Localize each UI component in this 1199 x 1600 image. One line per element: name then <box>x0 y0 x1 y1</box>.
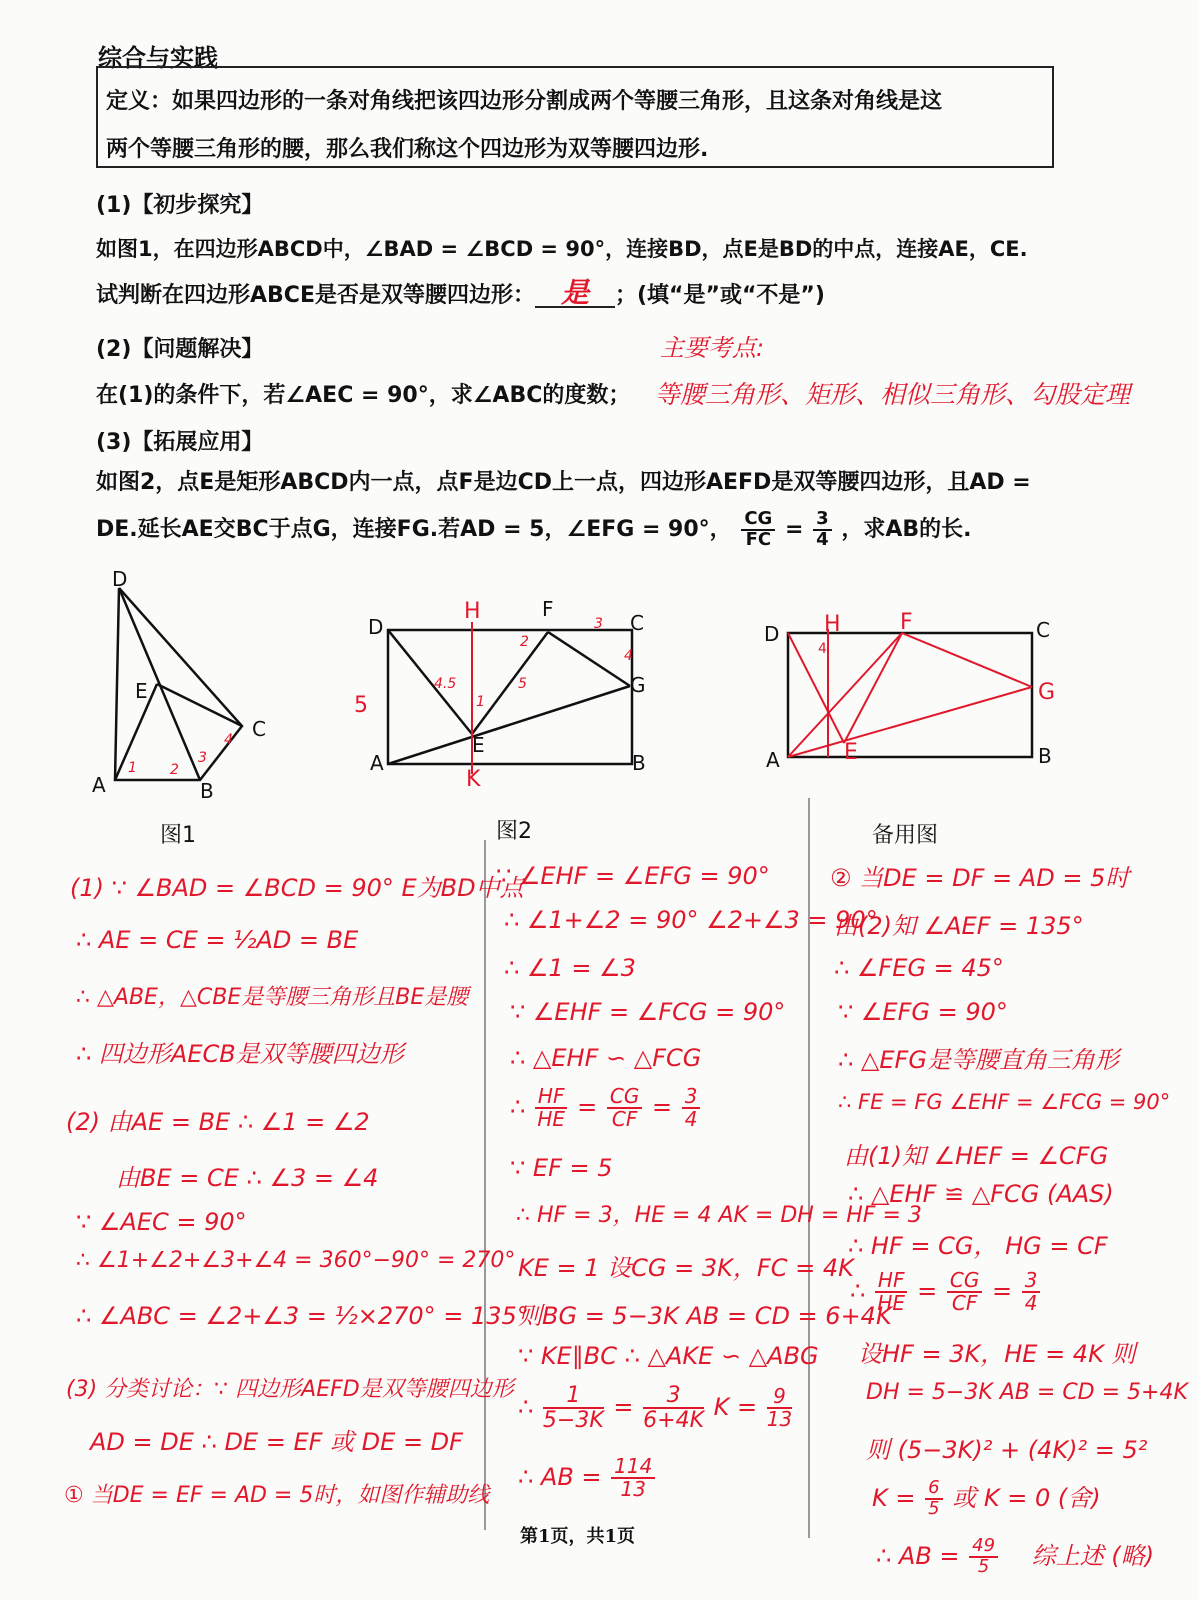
figure-2 <box>350 594 670 790</box>
column-divider-left <box>484 840 486 1530</box>
fig2-label-d: D <box>368 615 384 639</box>
col2-line-9: KE = 1 设CG = 3K，FC = 4K <box>518 1254 854 1282</box>
fig2-label-g: G <box>630 673 646 697</box>
figure-spare <box>760 605 1070 775</box>
col2-frac-1: $\frac{1}{5-3K}$ <box>542 1383 604 1434</box>
col3-frac-k: $\frac{6}{5}$ <box>925 1479 942 1519</box>
col2-line-12: ∴ $\frac{1}{5-3K}$ = $\frac{3}{6+4K}$ K = $\frac{9}{13}$ <box>518 1383 793 1434</box>
col1-line-9: ∴ ∠ABC = ∠2+∠3 = ½×270° = 135° <box>76 1302 529 1330</box>
col3-line-6: ∴ FE = FG ∠EHF = ∠FCG = 90° <box>838 1090 1171 1114</box>
col2-line-4: ∵ ∠EHF = ∠FCG = 90° <box>510 998 786 1026</box>
ratio-cg-fc: $\frac{CG}{FC}$ <box>741 510 775 550</box>
part3-line2-end: ，求AB的长. <box>841 516 972 542</box>
col2-frac-k: $\frac{9}{13}$ <box>766 1384 793 1432</box>
col2-line-11: ∵ KE∥BC ∴ △AKE ∽ △ABG <box>518 1342 819 1370</box>
col3-line-3: ∴ ∠FEG = 45° <box>834 954 1004 982</box>
fig3-label-f: F <box>900 610 913 635</box>
fig2-length-fc: 3 <box>594 616 603 632</box>
col2-line-13: ∴ AB = $\frac{114}{13}$ <box>518 1456 657 1500</box>
fig3-label-d: D <box>764 622 780 646</box>
col1-line-10: (3) 分类讨论：∵ 四边形AEFD是双等腰四边形 <box>66 1377 514 1402</box>
fig2-segment-ef <box>472 632 548 734</box>
fig1-segment-ce <box>157 684 242 726</box>
col1-line-12: ① 当DE = EF = AD = 5时，如图作辅助线 <box>64 1483 490 1508</box>
col1-line-3: ∴ △ABE，△CBE是等腰三角形且BE是腰 <box>76 985 469 1010</box>
col2-frac-3-4: $\frac{3}{4}$ <box>682 1086 701 1130</box>
col3-line-15: ∴ AB = $\frac{49}{5}$ 综上述 (略) <box>876 1535 1155 1577</box>
fig3-segment-ag <box>788 687 1032 757</box>
col1-line-6: 由BE = CE ∴ ∠3 = ∠4 <box>116 1164 379 1192</box>
part1-answer: 是 <box>535 280 615 308</box>
fig1-angle-1: 1 <box>128 760 137 776</box>
fig2-label-e: E <box>472 733 485 757</box>
key-points-label: 主要考点: <box>660 334 765 362</box>
fig2-length-cg: 4 <box>624 648 633 664</box>
fig2-segment-de <box>388 630 472 734</box>
part3-line2: DE.延长AE交BC于点G，连接FG.若AD = 5，∠EFG = 90°， $\frac{CG}{FC}$ = $\frac{3}{4}$ ，求AB的长. <box>96 508 972 550</box>
fig3-label-h: H <box>824 612 841 637</box>
fig3-label-b: B <box>1038 744 1052 768</box>
fig2-angle-1: 1 <box>476 694 485 710</box>
col1-line-5: (2) 由AE = BE ∴ ∠1 = ∠2 <box>66 1108 370 1136</box>
part2-heading: (2)【问题解决】 <box>96 337 264 362</box>
col2-line-1: ∵ ∠EHF = ∠EFG = 90° <box>496 862 770 890</box>
part3-line1: 如图2，点E是矩形ABCD内一点，点F是边CD上一点，四边形AEFD是双等腰四边形，且AD = <box>96 470 1031 495</box>
col3-frac-cg-cf: $\frac{CG}{CF}$ <box>947 1270 982 1314</box>
fig1-label-b: B <box>200 779 214 803</box>
fig1-label-c: C <box>252 717 266 741</box>
fig2-angle-2: 2 <box>520 634 529 650</box>
definition-line-2: 两个等腰三角形的腰，那么我们称这个四边形为双等腰四边形. <box>106 137 709 162</box>
part1-line2 <box>96 278 825 309</box>
part1-question: 试判断在四边形ABCE是否是双等腰四边形： <box>96 283 535 308</box>
figure-1 <box>80 568 290 808</box>
col2-line-8: ∴ HF = 3，HE = 4 AK = DH = HF = 3 <box>516 1203 922 1228</box>
fig1-label-e: E <box>135 679 148 703</box>
col3-line-1: ② 当DE = DF = AD = 5时 <box>830 864 1130 892</box>
col3-line-11: 设HF = 3K，HE = 4K 则 <box>858 1340 1136 1368</box>
col2-line-2: ∴ ∠1+∠2 = 90° ∠2+∠3 = 90° <box>504 906 878 934</box>
col3-frac-hf-he: $\frac{HF}{HE}$ <box>875 1270 908 1314</box>
col2-line-5: ∴ △EHF ∽ △FCG <box>510 1044 702 1072</box>
fig3-segment-af <box>788 633 902 757</box>
col2-frac-ab: $\frac{114}{13}$ <box>611 1456 655 1500</box>
col3-line-5: ∴ △EFG是等腰直角三角形 <box>838 1046 1119 1074</box>
fig2-length-de: 4.5 <box>434 676 457 692</box>
fig2-label-f: F <box>542 597 554 621</box>
key-points-list: 等腰三角形、矩形、相似三角形、勾股定理 <box>655 380 1131 409</box>
col3-line-13: 则 (5−3K)² + (4K)² = 5² <box>866 1436 1148 1464</box>
part3-line2-text: DE.延长AE交BC于点G，连接FG.若AD = 5，∠EFG = 90°， <box>96 516 732 542</box>
part2-line1: 在(1)的条件下，若∠AEC = 90°，求∠ABC的度数； <box>96 383 631 408</box>
part1-fill-hint: ；(填“是”或“不是”) <box>614 283 825 308</box>
col2-line-10: 则BG = 5−3K AB = CD = 6+4K <box>518 1302 892 1330</box>
col1-line-4: ∴ 四边形AECB是双等腰四边形 <box>76 1040 404 1068</box>
definition-line-1: 定义：如果四边形的一条对角线把该四边形分割成两个等腰三角形，且这条对角线是这 <box>106 89 943 114</box>
fig1-angle-4: 4 <box>224 732 233 748</box>
col1-line-1: (1) ∵ ∠BAD = ∠BCD = 90° E为BD中点 <box>70 874 524 902</box>
col3-line-14: K = $\frac{6}{5}$ 或 K = 0 (舍) <box>872 1477 1101 1519</box>
fig2-length-ef: 5 <box>518 676 527 692</box>
fig2-label-a: A <box>370 751 384 775</box>
part1-line1: 如图1，在四边形ABCD中，∠BAD = ∠BCD = 90°，连接BD，点E是BD的中点，连接AE，CE. <box>96 237 1028 261</box>
col2-line-7: ∵ EF = 5 <box>510 1154 613 1182</box>
fig1-label-d: D <box>112 568 128 591</box>
col1-line-11: AD = DE ∴ DE = EF 或 DE = DF <box>90 1428 463 1456</box>
fig1-label-a: A <box>92 773 106 797</box>
fig3-label-g: G <box>1038 680 1056 705</box>
fig2-label-c: C <box>630 611 644 635</box>
col2-frac-cg-cf: $\frac{CG}{CF}$ <box>607 1086 642 1130</box>
fig1-caption: 图1 <box>160 823 196 848</box>
part1-heading: (1)【初步探究】 <box>96 193 264 218</box>
fig2-label-k: K <box>466 767 481 790</box>
fig1-angle-2: 2 <box>170 762 179 778</box>
fig3-label-c: C <box>1036 618 1050 642</box>
part3-heading: (3)【拓展应用】 <box>96 430 264 455</box>
col2-frac-2: $\frac{3}{6+4K}$ <box>643 1383 705 1434</box>
col2-line-6: ∴ $\frac{HF}{HE}$ = $\frac{CG}{CF}$ = $\frac{3}{4}$ <box>510 1086 702 1130</box>
fig3-caption: 备用图 <box>872 823 939 848</box>
col3-line-12: DH = 5−3K AB = CD = 5+4K <box>866 1380 1188 1405</box>
col3-line-7: 由(1)知 ∠HEF = ∠CFG <box>844 1142 1109 1170</box>
fig3-length-4: 4 <box>818 641 827 657</box>
fig2-segment-ag <box>388 686 630 764</box>
ratio-3-4: $\frac{3}{4}$ <box>813 510 832 550</box>
fig1-angle-3: 3 <box>198 750 207 766</box>
fig2-label-h: H <box>464 599 481 624</box>
fig2-caption: 图2 <box>496 819 532 844</box>
page-footer: 第1页，共1页 <box>520 1526 636 1547</box>
col3-line-2: 由(2)知 ∠AEF = 135° <box>834 912 1084 940</box>
col1-line-2: ∴ AE = CE = ½AD = BE <box>76 926 359 954</box>
col2-frac-hf-he: $\frac{HF}{HE}$ <box>535 1086 568 1130</box>
col2-line-3: ∴ ∠1 = ∠3 <box>504 954 636 982</box>
col1-line-8: ∴ ∠1+∠2+∠3+∠4 = 360°−90° = 270° <box>76 1248 516 1273</box>
fig3-segment-fg <box>902 633 1032 687</box>
col3-frac-ab: $\frac{49}{5}$ <box>969 1537 998 1577</box>
col1-line-7: ∵ ∠AEC = 90° <box>76 1208 247 1236</box>
definition-box <box>96 66 1054 168</box>
page-title: 综合与实践 <box>98 44 218 72</box>
fig2-label-b: B <box>632 751 646 775</box>
fig2-side-length: 5 <box>354 693 368 718</box>
col3-line-10: ∴ $\frac{HF}{HE}$ = $\frac{CG}{CF}$ = $\frac{3}{4}$ <box>850 1270 1042 1314</box>
fig3-label-a: A <box>766 748 780 772</box>
fig2-segment-fg <box>548 632 630 686</box>
col3-line-4: ∵ ∠EFG = 90° <box>838 998 1008 1026</box>
fig3-label-e: E <box>844 740 858 765</box>
col3-line-9: ∴ HF = CG， HG = CF <box>848 1232 1108 1260</box>
col3-frac-3-4: $\frac{3}{4}$ <box>1022 1270 1041 1314</box>
col3-line-8: ∴ △EHF ≌ △FCG (AAS) <box>848 1180 1114 1208</box>
